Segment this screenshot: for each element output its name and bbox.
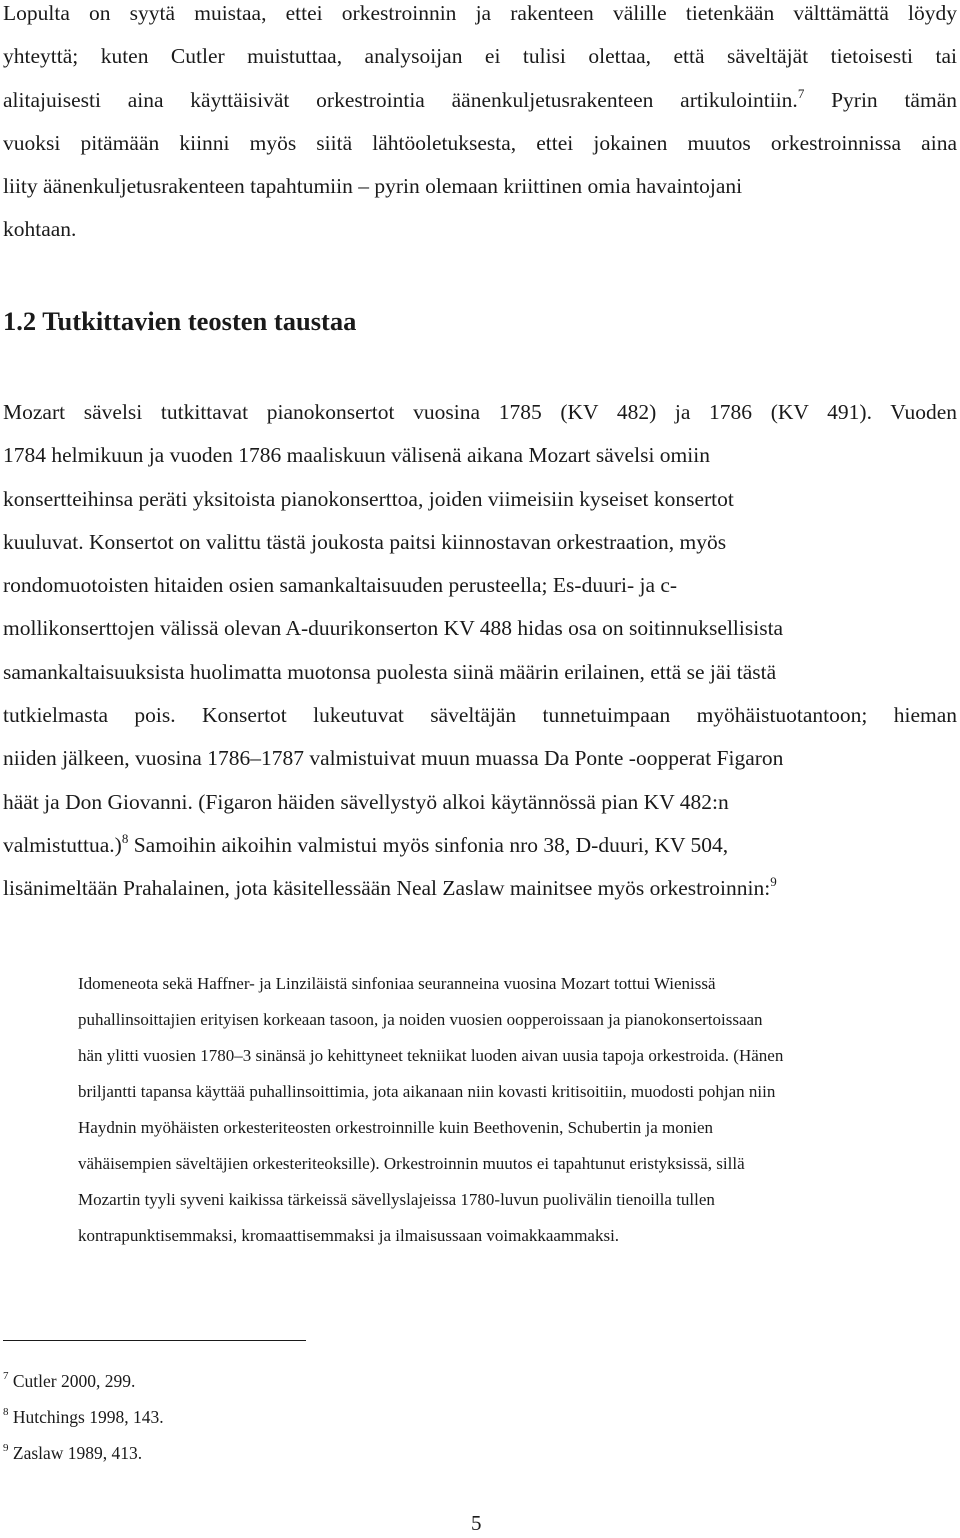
- footnote-text: Hutchings 1998, 143.: [12, 1407, 164, 1427]
- footnote-8: [3, 1405, 164, 1429]
- text-line: kohtaan.: [3, 217, 77, 242]
- text-line: [3, 79, 957, 122]
- text-line: Mozart sävelsi tutkittavat pianokonsertot vuosina 1785 (KV 482) ja 1786 (KV 491). Vuoden: [3, 400, 957, 424]
- text-line: häät ja Don Giovanni. (Figaron häiden sävellystyö alkoi käytännössä pian KV 482:n: [3, 789, 729, 814]
- footnote-text: Zaslaw 1989, 413.: [12, 1443, 143, 1463]
- footnote-7: [3, 1369, 135, 1393]
- quote-line: Haydnin myöhäisten orkesteriteosten orkestroinnille kuin Beethovenin, Schubertin ja monien: [78, 1118, 714, 1137]
- text-line: Lopulta on syytä muistaa, ettei orkestroinnin ja rakenteen välille tietenkään välttämättä löydy: [3, 1, 957, 25]
- footnote-text: Cutler 2000, 299.: [12, 1371, 136, 1391]
- text-line: tutkielmasta pois. Konsertot lukeutuvat säveltäjän tunnetuimpaan myöhäistuotantoon; hieman: [3, 703, 957, 728]
- footnote-number: 9: [3, 1442, 9, 1454]
- footnote-separator: [3, 1340, 306, 1341]
- text-line: kuuluvat. Konsertot on valittu tästä joukosta paitsi kiinnostavan orkestraation, myös: [3, 529, 727, 554]
- text-line: samankaltaisuuksista huolimatta muotonsa puolesta siinä määrin erilainen, että se jäi tästä: [3, 659, 777, 684]
- quote-line: hän ylitti vuosien 1780–3 sinänsä jo kehittyneet tekniikat luoden aivan uusia tapoja orkestroida. (Hänen: [78, 1046, 784, 1065]
- text-segment: Samoihin aikoihin valmistui myös sinfonia nro 38, D-duuri, KV 504,: [133, 832, 729, 857]
- quote-line: vähäisempien säveltäjien orkesteriteoksille). Orkestroinnin muutos ei tapahtunut eristyksissä, sillä: [78, 1154, 745, 1173]
- text-line: rondomuotoisten hitaiden osien samankaltaisuuden perusteella; Es-duuri- ja c-: [3, 573, 678, 598]
- footnote-9: [3, 1441, 142, 1465]
- paragraph-1: [3, 0, 957, 252]
- paragraph-2: [3, 391, 957, 911]
- text-segment: alitajuisesti aina käyttäisivät orkestrointia äänenkuljetusrakenteen artikulointiin.: [3, 87, 798, 112]
- text-line: vuoksi pitämään kiinni myös siitä lähtöoletuksesta, ettei jokainen muutos orkestroinnissa aina: [3, 130, 957, 155]
- text-line: niiden jälkeen, vuosina 1786–1787 valmistuivat muun muassa Da Ponte -oopperat Figaron: [3, 746, 784, 771]
- text-line: yhteyttä; kuten Cutler muistuttaa, analysoijan ei tulisi olettaa, että säveltäjät tietoisesti tai: [3, 44, 957, 69]
- footnote-reference-7[interactable]: 7: [797, 85, 805, 101]
- text-segment: valmistuttua.): [3, 832, 122, 857]
- quote-line: briljantti tapansa käyttää puhallinsoittimia, jota aikanaan niin kovasti kritisoitiin, muodosti pohjan niin: [78, 1082, 776, 1101]
- quote-line: Mozartin tyyli syveni kaikissa tärkeissä sävellyslajeissa 1780-luvun puolivälin tienoilla tullen: [78, 1190, 715, 1209]
- text-line: [3, 867, 957, 910]
- footnote-number: 7: [3, 1370, 9, 1382]
- footnote-number: 8: [3, 1406, 9, 1418]
- quote-line: Idomeneota sekä Haffner- ja Linziläistä sinfoniaa seuranneina vuosina Mozart tottui Wienissä: [78, 974, 716, 993]
- text-line: 1784 helmikuun ja vuoden 1786 maaliskuun välisenä aikana Mozart sävelsi omiin: [3, 443, 710, 468]
- text-line: liity äänenkuljetusrakenteen tapahtumiin – pyrin olemaan kriittinen omia havaintojani: [3, 174, 743, 199]
- footnote-reference-9[interactable]: 9: [770, 874, 777, 890]
- footnote-reference-8[interactable]: 8: [121, 830, 129, 846]
- section-heading: 1.2 Tutkittavien teosten taustaa: [3, 306, 357, 336]
- text-line: mollikonserttojen välissä olevan A-duurikonserton KV 488 hidas osa on soitinnuksellisista: [3, 616, 784, 641]
- page-number: 5: [471, 1511, 482, 1535]
- text-segment: lisänimeltään Prahalainen, jota käsitellessään Neal Zaslaw mainitsee myös orkestroinnin:: [3, 876, 771, 901]
- text-segment: Pyrin tämän: [831, 87, 957, 112]
- quote-line: puhallinsoittajien erityisen korkeaan tasoon, ja noiden vuosien oopperoissaan ja pianokonsertoissaan: [78, 1010, 763, 1029]
- text-line: konsertteihinsa peräti yksitoista pianokonserttoa, joiden viimeisiin kyseiset konsertot: [3, 486, 734, 511]
- quote-line: kontrapunktisemmaksi, kromaattisemmaksi ja ilmaisussaan voimakkaammaksi.: [78, 1226, 620, 1245]
- text-line: [3, 824, 957, 867]
- block-quote: [78, 966, 956, 1254]
